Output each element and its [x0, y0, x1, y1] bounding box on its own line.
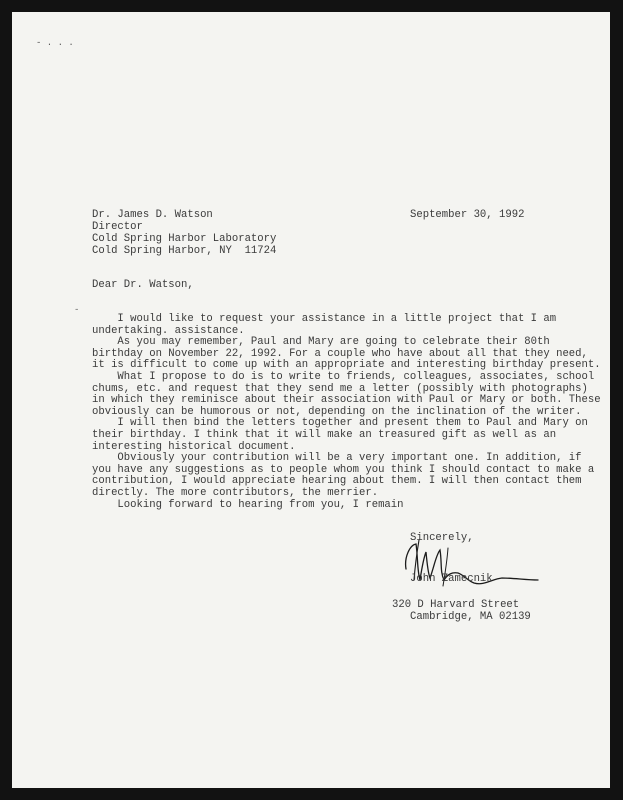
- body-line: their birthday. I think that it will make an treasured gift as well as an: [92, 428, 557, 441]
- body-line: birthday on November 22, 1992. For a couple who have about all that they need,: [92, 347, 588, 360]
- body-line: you have any suggestions as to people whom you think I should contact to make a: [92, 463, 595, 476]
- sender-city: Cambridge, MA 02139: [410, 611, 531, 623]
- body-line: interesting historical document.: [92, 440, 296, 453]
- body-line: it is difficult to come up with an appropriate and interesting birthday present.: [92, 359, 601, 372]
- recipient-title: Director: [92, 221, 143, 233]
- body-line: I will then bind the letters together and present them to Paul and Mary on: [92, 417, 588, 430]
- body-line: contribution, I would appreciate hearing about them. I will then contact them: [92, 475, 582, 488]
- recipient-city: Cold Spring Harbor, NY 11724: [92, 245, 277, 257]
- closing: Sincerely,: [410, 532, 474, 544]
- body-line: Obviously your contribution will be a very important one. In addition, if: [92, 452, 582, 465]
- recipient-org: Cold Spring Harbor Laboratory: [92, 233, 277, 245]
- body-line: What I propose to do is to write to friends, colleagues, associates, school: [92, 370, 595, 383]
- body-line: Looking forward to hearing from you, I remain: [92, 498, 404, 511]
- body-line: directly. The more contributors, the merrier.: [92, 486, 379, 499]
- body-line: obviously can be humorous or not, depending on the inclination of the writer.: [92, 405, 582, 418]
- body-line: undertaking. assistance.: [92, 324, 245, 337]
- sender-name: John Zamecnik: [410, 573, 493, 585]
- letter-page: [12, 12, 610, 788]
- handwritten-signature: [12, 12, 610, 788]
- recipient-name: Dr. James D. Watson: [92, 209, 213, 221]
- corner-marks: - . . .: [36, 38, 74, 48]
- body-line: chums, etc. and request that they send me a letter (possibly with photographs): [92, 382, 588, 395]
- body-line: in which they reminisce about their association with Paul or Mary or both. These: [92, 394, 601, 407]
- margin-mark: -: [74, 305, 80, 315]
- sender-street: 320 D Harvard Street: [392, 599, 520, 611]
- letter-date: September 30, 1992: [410, 209, 525, 221]
- body-line: As you may remember, Paul and Mary are going to celebrate their 80th: [92, 336, 550, 349]
- body-line: I would like to request your assistance in a little project that I am: [92, 313, 557, 325]
- salutation: Dear Dr. Watson,: [92, 279, 194, 291]
